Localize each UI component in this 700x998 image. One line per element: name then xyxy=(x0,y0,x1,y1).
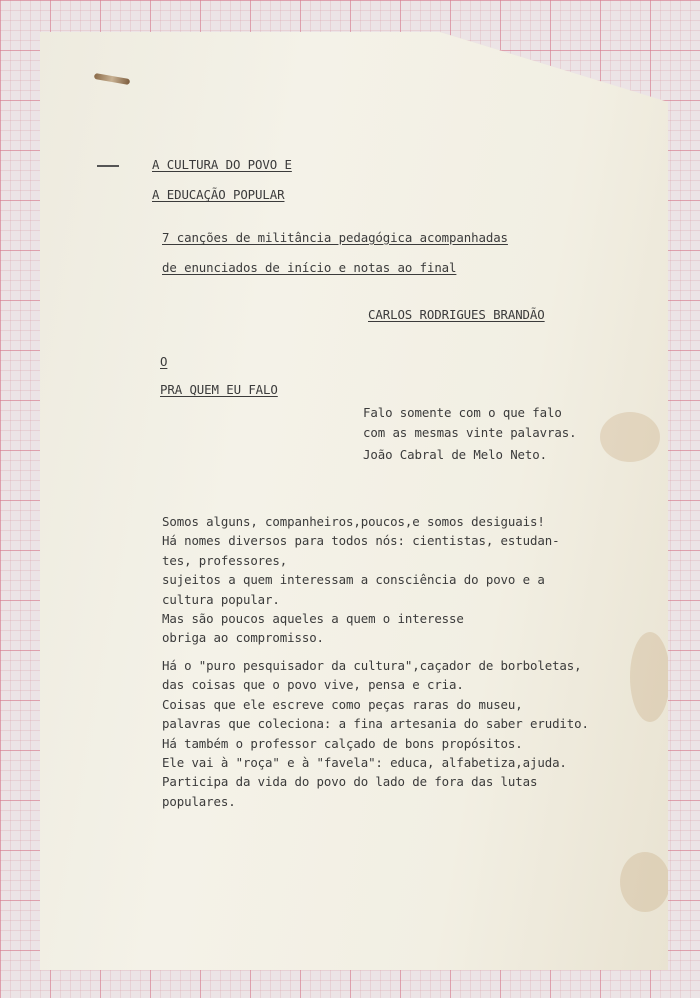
epigraph-line: Falo somente com o que falo xyxy=(363,405,562,420)
text-line: Há o "puro pesquisador da cultura",caçador de borboletas, xyxy=(162,658,582,673)
section-title: PRA QUEM EU FALO xyxy=(160,382,278,397)
text-line: Há nomes diversos para todos nós: cientistas, estudan- xyxy=(162,533,560,549)
text-line: sujeitos a quem interessam a consciência do povo e a xyxy=(162,572,545,588)
title-line-1: A CULTURA DO POVO E xyxy=(152,157,292,172)
subtitle-line-2: de enunciados de início e notas ao final xyxy=(162,260,457,275)
title-line-2: A EDUCAÇÃO POPULAR xyxy=(152,187,285,202)
text-line: Somos alguns, companheiros,poucos,e somos desiguais! xyxy=(162,514,545,529)
text-line: obriga ao compromisso. xyxy=(162,630,324,646)
paper-stain xyxy=(630,632,670,722)
section-number: O xyxy=(160,354,168,369)
author-name: CARLOS RODRIGUES BRANDÃO xyxy=(368,307,545,322)
body-paragraph-2 xyxy=(162,656,589,811)
text-line: Há também o professor calçado de bons propósitos. xyxy=(162,735,523,751)
paper-stain xyxy=(620,852,670,912)
text-line: populares. xyxy=(162,793,236,809)
text-line: Ele vai à "roça" e à "favela": educa, alfabetiza,ajuda. xyxy=(162,755,567,771)
folded-corner xyxy=(440,32,668,102)
text-line: Participa da vida do povo do lado de fora das lutas xyxy=(162,774,538,790)
pen-mark xyxy=(97,165,119,167)
subtitle-line-1: 7 canções de militância pedagógica acompanhadas xyxy=(162,230,508,245)
paper-sheet xyxy=(40,32,668,970)
body-paragraph-1 xyxy=(162,512,559,648)
text-line: das coisas que o povo vive, pensa e cria. xyxy=(162,677,464,693)
text-line: tes, professores, xyxy=(162,552,288,568)
epigraph-line: com as mesmas vinte palavras. xyxy=(363,425,577,440)
text-line: Mas são poucos aqueles a quem o interesse xyxy=(162,611,464,627)
text-line: palavras que coleciona: a fina artesania do saber erudito. xyxy=(162,716,589,732)
text-line: cultura popular. xyxy=(162,591,280,607)
paper-stain xyxy=(600,412,660,462)
epigraph-attribution: João Cabral de Melo Neto. xyxy=(363,447,547,462)
text-line: Coisas que ele escreve como peças raras do museu, xyxy=(162,696,523,712)
